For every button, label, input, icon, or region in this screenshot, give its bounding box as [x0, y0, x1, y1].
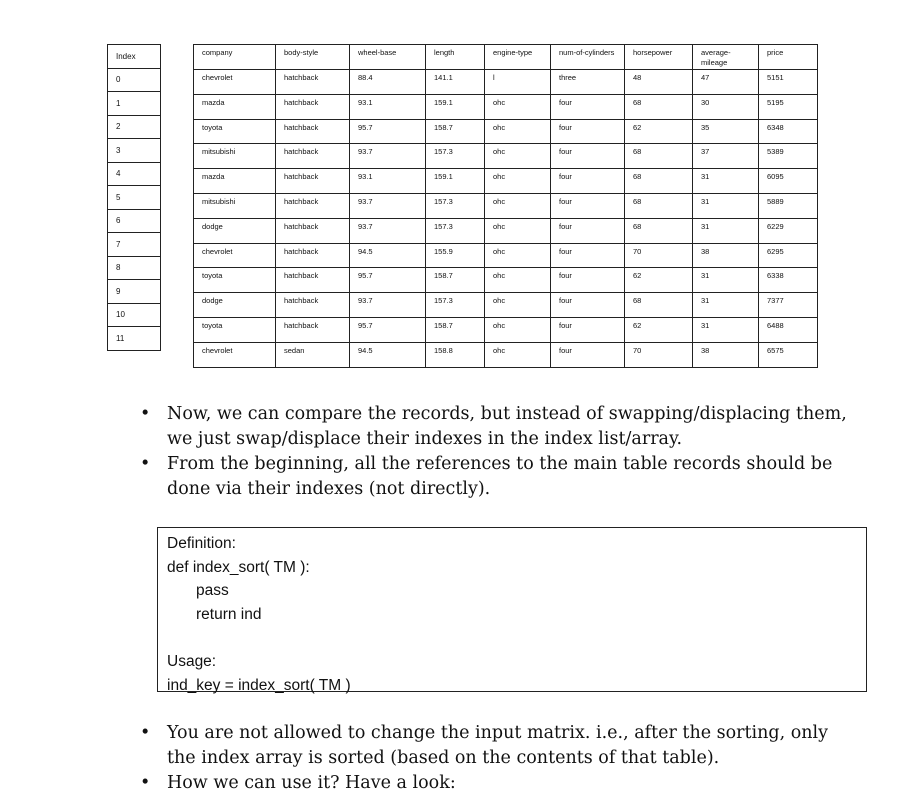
table-cell: 6095 [759, 169, 818, 194]
table-cell: dodge [194, 293, 276, 318]
index-cell: 9 [108, 280, 161, 304]
table-cell: hatchback [276, 317, 350, 342]
table-cell: ohc [485, 317, 551, 342]
table-cell: 94.5 [350, 243, 426, 268]
table-cell: three [551, 70, 625, 95]
table-cell: 6295 [759, 243, 818, 268]
table-cell: 158.7 [426, 119, 485, 144]
bullet-list-top [140, 402, 860, 502]
table-cell: four [551, 119, 625, 144]
table-cell: 62 [625, 317, 693, 342]
index-cell: 1 [108, 92, 161, 116]
column-header: horsepower [625, 45, 693, 70]
index-cell: 5 [108, 186, 161, 210]
table-cell: four [551, 169, 625, 194]
table-row [194, 119, 818, 144]
index-row [108, 233, 161, 257]
column-header: body-style [276, 45, 350, 70]
index-row [108, 162, 161, 186]
column-header: average-mileage [693, 45, 759, 70]
index-cell: 8 [108, 256, 161, 280]
records-table [193, 44, 818, 368]
table-cell: ohc [485, 342, 551, 367]
index-cell: 6 [108, 209, 161, 233]
column-header: length [426, 45, 485, 70]
table-cell: hatchback [276, 293, 350, 318]
table-cell: 6488 [759, 317, 818, 342]
table-cell: four [551, 268, 625, 293]
table-cell: 158.8 [426, 342, 485, 367]
index-cell: 3 [108, 139, 161, 163]
table-row [194, 342, 818, 367]
bullet-item: • Now, we can compare the records, but instead of swapping/displacing them, we just swap/displace their indexes in the index list/array. [140, 402, 860, 452]
column-header: engine-type [485, 45, 551, 70]
table-cell: hatchback [276, 243, 350, 268]
table-cell: 5889 [759, 193, 818, 218]
table-cell: 155.9 [426, 243, 485, 268]
return-line: return ind [196, 605, 262, 623]
bullet-item: • From the beginning, all the references to the main table records should be done via their indexes (not directly). [140, 452, 860, 502]
table-cell: 158.7 [426, 268, 485, 293]
table-cell: 7377 [759, 293, 818, 318]
table-cell: 31 [693, 169, 759, 194]
table-cell: 68 [625, 218, 693, 243]
table-cell: 68 [625, 169, 693, 194]
index-header-row [108, 45, 161, 69]
table-cell: 93.7 [350, 193, 426, 218]
table-cell: ohc [485, 268, 551, 293]
table-cell: four [551, 94, 625, 119]
table-cell: sedan [276, 342, 350, 367]
usage-line: ind_key = index_sort( TM ) [167, 676, 351, 694]
table-cell: 35 [693, 119, 759, 144]
index-row [108, 256, 161, 280]
index-row [108, 115, 161, 139]
table-cell: 48 [625, 70, 693, 95]
table-cell: 93.7 [350, 293, 426, 318]
table-cell: l [485, 70, 551, 95]
table-cell: 88.4 [350, 70, 426, 95]
table-cell: 68 [625, 94, 693, 119]
table-cell: 68 [625, 144, 693, 169]
table-cell: 38 [693, 243, 759, 268]
table-row [194, 317, 818, 342]
table-cell: 141.1 [426, 70, 485, 95]
table-cell: hatchback [276, 144, 350, 169]
table-cell: four [551, 243, 625, 268]
table-cell: four [551, 218, 625, 243]
table-cell: toyota [194, 317, 276, 342]
table-row [194, 243, 818, 268]
table-cell: ohc [485, 94, 551, 119]
table-cell: chevrolet [194, 70, 276, 95]
table-cell: 38 [693, 342, 759, 367]
table-cell: 157.3 [426, 218, 485, 243]
table-cell: 93.1 [350, 94, 426, 119]
table-cell: hatchback [276, 119, 350, 144]
table-cell: ohc [485, 243, 551, 268]
table-cell: ohc [485, 293, 551, 318]
table-cell: 31 [693, 193, 759, 218]
index-cell: 10 [108, 303, 161, 327]
index-row [108, 303, 161, 327]
table-cell: hatchback [276, 193, 350, 218]
column-header: num-of-cylinders [551, 45, 625, 70]
table-cell: mazda [194, 169, 276, 194]
table-cell: 159.1 [426, 94, 485, 119]
table-cell: 47 [693, 70, 759, 95]
index-row [108, 327, 161, 351]
table-cell: four [551, 317, 625, 342]
table-cell: 62 [625, 268, 693, 293]
table-cell: ohc [485, 144, 551, 169]
usage-label: Usage: [167, 653, 217, 670]
table-cell: 157.3 [426, 293, 485, 318]
table-cell: mitsubishi [194, 193, 276, 218]
table-cell: chevrolet [194, 243, 276, 268]
index-cell: 7 [108, 233, 161, 257]
table-cell: 94.5 [350, 342, 426, 367]
pass-line: pass [196, 582, 229, 599]
table-row [194, 169, 818, 194]
table-cell: 5195 [759, 94, 818, 119]
index-row [108, 186, 161, 210]
index-row [108, 209, 161, 233]
table-row [194, 144, 818, 169]
table-cell: 93.7 [350, 218, 426, 243]
table-cell: 68 [625, 193, 693, 218]
table-cell: chevrolet [194, 342, 276, 367]
index-cell: 2 [108, 115, 161, 139]
table-cell: 95.7 [350, 317, 426, 342]
table-row [194, 94, 818, 119]
table-cell: hatchback [276, 268, 350, 293]
table-cell: 70 [625, 243, 693, 268]
table-cell: 31 [693, 317, 759, 342]
index-cell: Index [108, 45, 161, 69]
index-row [108, 280, 161, 304]
table-cell: four [551, 144, 625, 169]
table-cell: four [551, 193, 625, 218]
table-cell: 95.7 [350, 268, 426, 293]
table-cell: hatchback [276, 218, 350, 243]
table-row [194, 218, 818, 243]
table-cell: 37 [693, 144, 759, 169]
table-cell: toyota [194, 268, 276, 293]
table-cell: 30 [693, 94, 759, 119]
index-cell: 0 [108, 68, 161, 92]
table-cell: 93.1 [350, 169, 426, 194]
code-box [157, 527, 867, 692]
column-header: wheel-base [350, 45, 426, 70]
table-cell: hatchback [276, 169, 350, 194]
table-row [194, 293, 818, 318]
index-cell: 11 [108, 327, 161, 351]
table-cell: toyota [194, 119, 276, 144]
table-row [194, 193, 818, 218]
table-cell: 93.7 [350, 144, 426, 169]
table-cell: 6338 [759, 268, 818, 293]
table-cell: 157.3 [426, 193, 485, 218]
table-cell: 70 [625, 342, 693, 367]
table-cell: 68 [625, 293, 693, 318]
def-line: def index_sort( TM ): [167, 558, 310, 576]
index-cell: 4 [108, 162, 161, 186]
table-cell: 6575 [759, 342, 818, 367]
bullet-list-bottom [140, 721, 860, 796]
table-cell: ohc [485, 169, 551, 194]
table-cell: 95.7 [350, 119, 426, 144]
table-cell: 6229 [759, 218, 818, 243]
index-table [107, 44, 161, 351]
table-cell: 5389 [759, 144, 818, 169]
table-cell: 5151 [759, 70, 818, 95]
bullet-item: • How we can use it? Have a look: [140, 771, 860, 796]
table-cell: mazda [194, 94, 276, 119]
table-cell: four [551, 293, 625, 318]
table-header-row [194, 45, 818, 70]
table-row [194, 70, 818, 95]
bullet-item: • You are not allowed to change the input matrix. i.e., after the sorting, only the index array is sorted (based on the contents of that table). [140, 721, 860, 771]
column-header: company [194, 45, 276, 70]
table-cell: ohc [485, 193, 551, 218]
table-cell: 62 [625, 119, 693, 144]
table-cell: ohc [485, 218, 551, 243]
table-row [194, 268, 818, 293]
table-cell: four [551, 342, 625, 367]
column-header: price [759, 45, 818, 70]
table-cell: 31 [693, 293, 759, 318]
table-cell: 31 [693, 268, 759, 293]
table-cell: hatchback [276, 94, 350, 119]
table-cell: 158.7 [426, 317, 485, 342]
table-cell: 31 [693, 218, 759, 243]
table-cell: mitsubishi [194, 144, 276, 169]
index-row [108, 139, 161, 163]
index-row [108, 92, 161, 116]
table-cell: ohc [485, 119, 551, 144]
table-cell: hatchback [276, 70, 350, 95]
table-cell: 159.1 [426, 169, 485, 194]
table-cell: 6348 [759, 119, 818, 144]
index-row [108, 68, 161, 92]
table-cell: 157.3 [426, 144, 485, 169]
definition-label: Definition: [167, 535, 236, 552]
table-cell: dodge [194, 218, 276, 243]
